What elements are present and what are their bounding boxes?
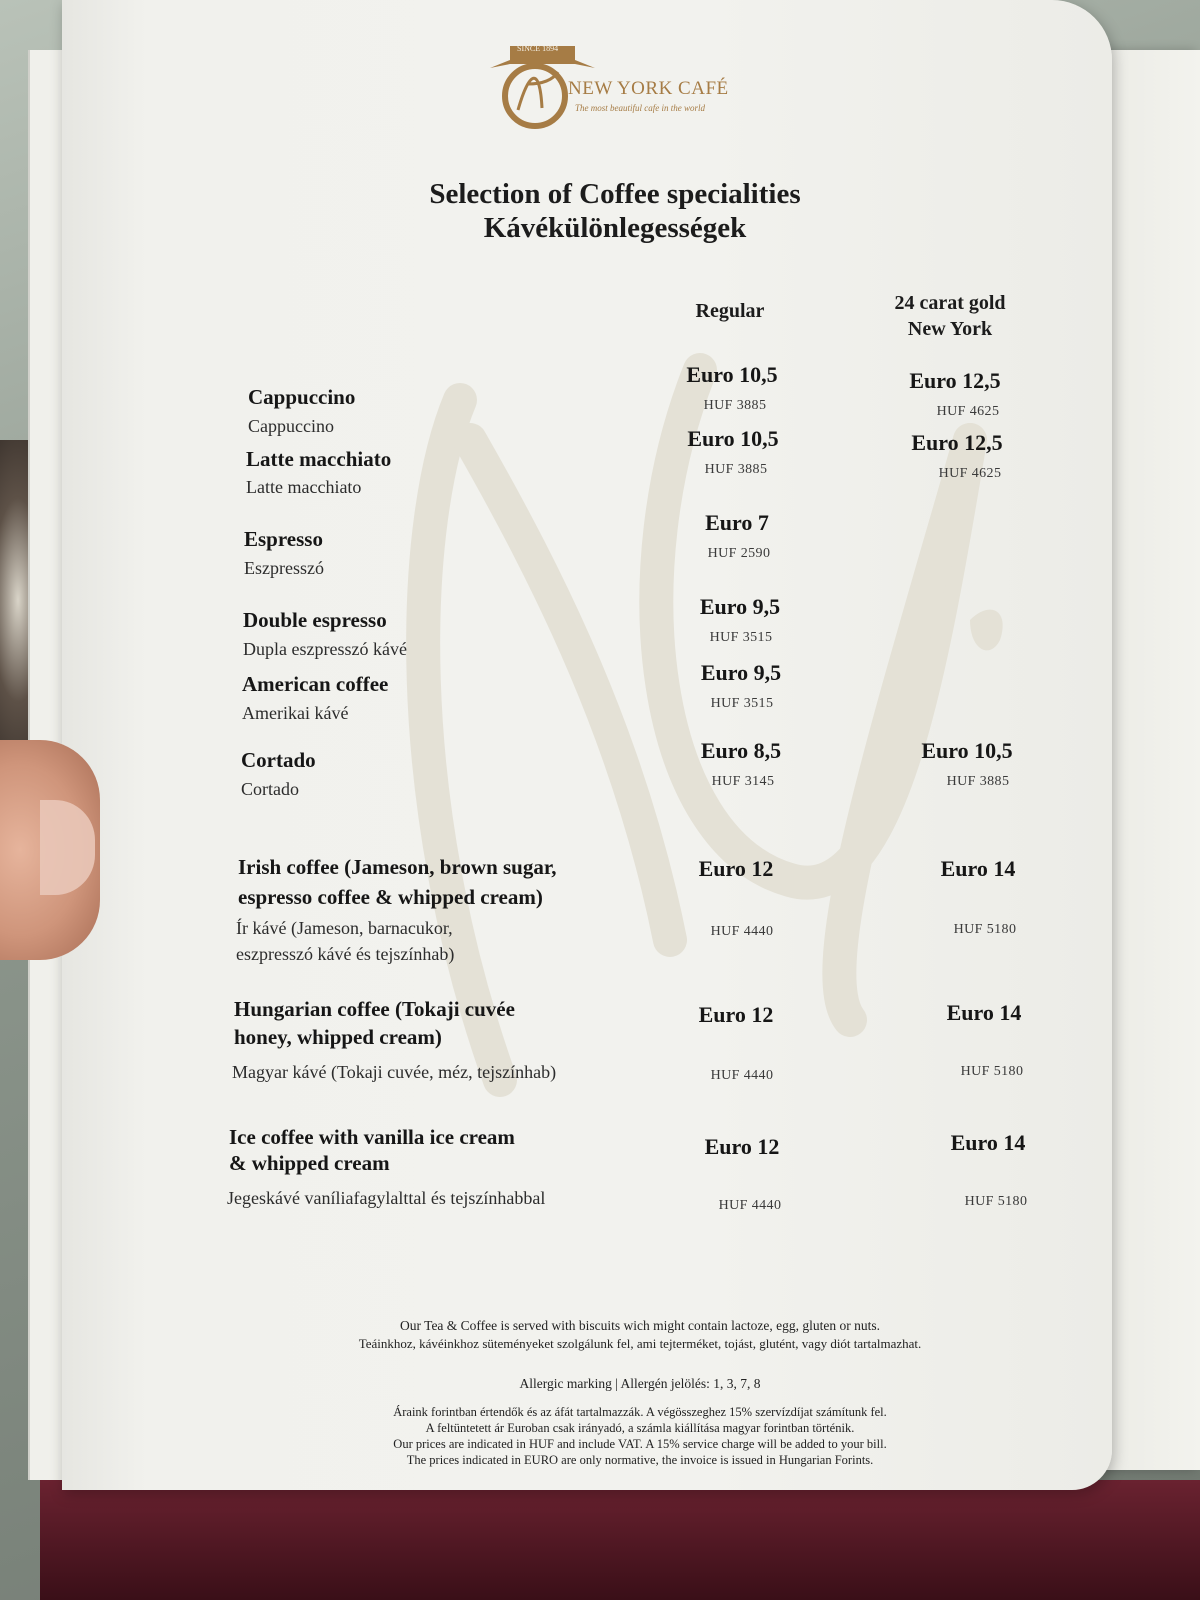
price-regular-eur: Euro 12 (698, 856, 774, 881)
price-regular-eur: Euro 7 (705, 510, 769, 535)
price-gold-huf: HUF 3885 (946, 774, 1010, 789)
price-gold-eur: Euro 10,5 (921, 738, 1013, 763)
price-regular-huf: HUF 3885 (704, 462, 768, 477)
column-header-regular: Regular (695, 300, 765, 322)
item-sub-double-espresso: Dupla eszpresszó kávé (243, 639, 407, 659)
item-sub-irish-coffee-line1: Ír kávé (Jameson, barnacukor, (236, 918, 453, 938)
price-regular-huf: HUF 2590 (707, 546, 771, 561)
column-header-gold-line2: New York (907, 318, 993, 340)
price-gold-eur: Euro 14 (946, 1000, 1022, 1025)
item-sub-hungarian-coffee: Magyar kávé (Tokaji cuvée, méz, tejszínhab) (232, 1062, 557, 1082)
item-sub-espresso: Eszpresszó (244, 558, 324, 578)
item-sub-cortado: Cortado (241, 779, 299, 799)
price-gold-eur: Euro 12,5 (911, 430, 1003, 455)
price-regular-eur: Euro 8,5 (700, 738, 782, 763)
price-regular-huf: HUF 4440 (710, 1068, 774, 1083)
price-regular-eur: Euro 10,5 (686, 362, 778, 387)
price-regular-huf: HUF 3515 (710, 696, 774, 711)
logo-since: SINCE 1894 (517, 44, 559, 53)
item-name-latte-macchiato: Latte macchiato (246, 447, 392, 471)
item-name-irish-coffee-line2: espresso coffee & whipped cream) (238, 885, 543, 909)
item-name-american-coffee: American coffee (242, 672, 389, 696)
price-regular-huf: HUF 3515 (709, 630, 773, 645)
item-name-hungarian-coffee-line2: honey, whipped cream) (234, 1025, 442, 1049)
logo-name: NEW YORK CAFÉ (568, 78, 729, 99)
price-gold-huf: HUF 4625 (938, 466, 1002, 481)
footer-price-note-en-2: The prices indicated in EURO are only normative, the invoice is issued in Hungarian Forints. (406, 1453, 874, 1467)
footer-allergen-marking: Allergic marking | Allergén jelölés: 1, 3, 7, 8 (519, 1376, 761, 1391)
price-regular-eur: Euro 9,5 (700, 660, 782, 685)
logo-tagline: The most beautiful cafe in the world (575, 103, 705, 113)
price-regular-eur: Euro 12 (698, 1002, 774, 1027)
item-sub-cappuccino: Cappuccino (248, 416, 334, 436)
item-name-espresso: Espresso (244, 527, 323, 551)
price-gold-huf: HUF 4625 (936, 404, 1000, 419)
item-name-cappuccino: Cappuccino (248, 385, 356, 409)
price-regular-huf: HUF 4440 (710, 924, 774, 939)
price-regular-eur: Euro 12 (704, 1134, 780, 1159)
item-sub-american-coffee: Amerikai kávé (242, 703, 349, 723)
item-name-irish-coffee-line1: Irish coffee (Jameson, brown sugar, (238, 855, 557, 879)
price-gold-eur: Euro 12,5 (909, 368, 1001, 393)
price-gold-eur: Euro 14 (950, 1130, 1026, 1155)
footer-allergen-en: Our Tea & Coffee is served with biscuits wich might contain lactoze, egg, gluten or nuts. (400, 1318, 880, 1333)
price-regular-huf: HUF 4440 (718, 1198, 782, 1213)
price-gold-huf: HUF 5180 (964, 1194, 1028, 1209)
column-header-gold-line1: 24 carat gold (894, 292, 1006, 314)
footer-price-note-en-1: Our prices are indicated in HUF and include VAT. A 15% service charge will be added to your bill. (393, 1437, 887, 1451)
item-name-double-espresso: Double espresso (243, 608, 387, 632)
item-sub-latte-macchiato: Latte macchiato (246, 477, 362, 497)
item-sub-irish-coffee-line2: eszpresszó kávé és tejszínhab) (236, 944, 455, 964)
item-name-hungarian-coffee-line1: Hungarian coffee (Tokaji cuvée (234, 997, 515, 1021)
item-sub-ice-coffee: Jegeskávé vaníliafagylalttal és tejszínhabbal (227, 1188, 546, 1208)
page-subtitle: Kávékülönlegességek (483, 212, 747, 244)
footer-price-note-hu-2: A feltüntetett ár Euroban csak irányadó, a számla kiállítása magyar forintban történik. (425, 1421, 855, 1435)
price-regular-eur: Euro 9,5 (699, 594, 781, 619)
footer-price-note-hu-1: Áraink forintban értendők és az áfát tartalmazzák. A végösszeghez 15% szervízdíjat számítunk fel. (393, 1405, 887, 1419)
item-name-ice-coffee-line2: & whipped cream (229, 1151, 390, 1175)
price-regular-huf: HUF 3145 (711, 774, 775, 789)
price-gold-huf: HUF 5180 (960, 1064, 1024, 1079)
price-gold-huf: HUF 5180 (953, 922, 1017, 937)
price-gold-eur: Euro 14 (940, 856, 1016, 881)
page-title: Selection of Coffee specialities (429, 178, 801, 210)
price-regular-eur: Euro 10,5 (687, 426, 779, 451)
item-name-ice-coffee-line1: Ice coffee with vanilla ice cream (229, 1125, 515, 1149)
price-regular-huf: HUF 3885 (703, 398, 767, 413)
footer-allergen-hu: Teáinkhoz, kávéinkhoz süteményeket szolgálunk fel, ami tejterméket, tojást, glutént, vagy diót tartalmazhat. (358, 1336, 922, 1351)
menu-leather-cover (40, 1480, 1200, 1600)
item-name-cortado: Cortado (241, 748, 316, 772)
